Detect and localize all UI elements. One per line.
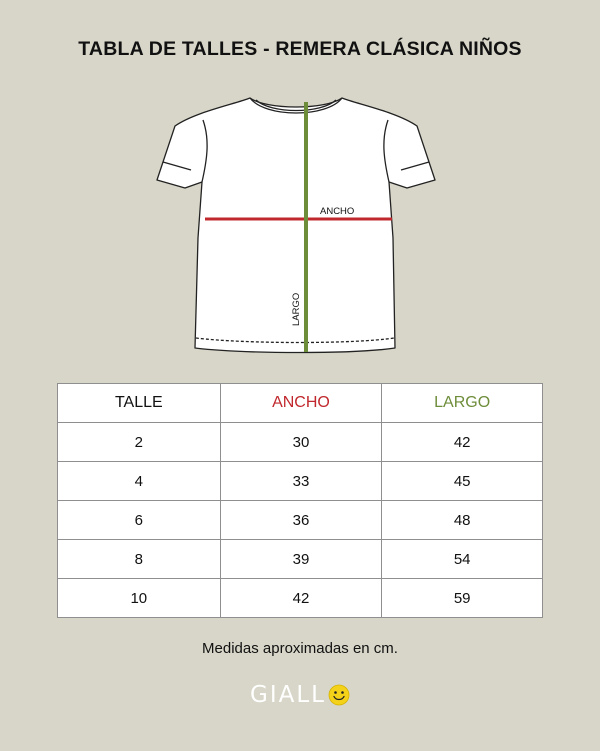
cell-largo: 59 [382,579,543,618]
table-row [58,540,543,579]
length-label: LARGO [291,292,302,326]
width-label: ANCHO [320,206,355,217]
cell-ancho: 30 [220,423,382,462]
size-table [57,383,543,618]
cell-largo: 54 [382,540,543,579]
brand-logo [0,679,600,711]
cell-ancho: 39 [220,540,382,579]
table-header-row [58,384,543,423]
cell-talle: 4 [58,462,221,501]
cell-talle: 2 [58,423,221,462]
page-title: TABLA DE TALLES - REMERA CLÁSICA NIÑOS [78,38,522,60]
header-talle: TALLE [58,384,221,423]
cell-ancho: 33 [220,462,382,501]
logo-text: GIALL [250,682,326,708]
header-ancho: ANCHO [220,384,382,423]
table-row [58,579,543,618]
cell-ancho: 36 [220,501,382,540]
smiley-icon [328,684,350,706]
tshirt-diagram [155,90,445,360]
measurement-note: Medidas aproximadas en cm. [202,640,398,657]
cell-largo: 48 [382,501,543,540]
table-row [58,462,543,501]
cell-talle: 10 [58,579,221,618]
cell-ancho: 42 [220,579,382,618]
cell-largo: 45 [382,462,543,501]
table-row [58,423,543,462]
cell-talle: 8 [58,540,221,579]
cell-largo: 42 [382,423,543,462]
cell-talle: 6 [58,501,221,540]
header-largo: LARGO [382,384,543,423]
table-row [58,501,543,540]
